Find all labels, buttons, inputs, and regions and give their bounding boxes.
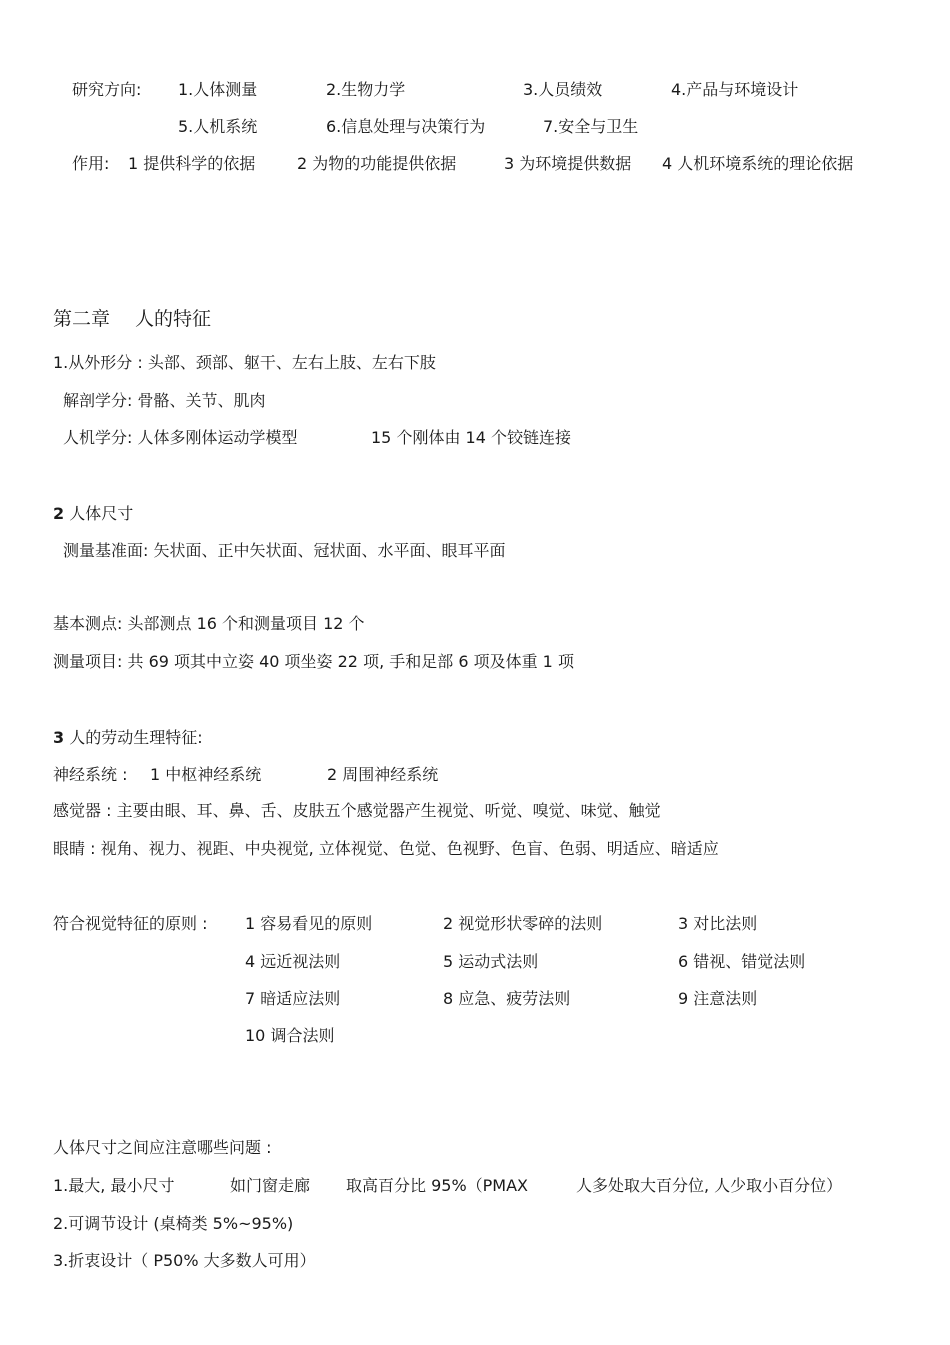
research-label: 研究方向: [72, 80, 142, 99]
principle-6: 6 错视、错觉法则 [678, 952, 806, 971]
principle-3: 3 对比法则 [678, 914, 758, 933]
s2-points: 基本测点: 头部测点 16 个和测量项目 12 个 [53, 614, 365, 633]
principle-1: 1 容易看见的原则 [245, 914, 373, 933]
principle-10: 10 调合法则 [245, 1026, 335, 1045]
research-item-7: 7.安全与卫生 [543, 117, 639, 136]
research-item-5: 5.人机系统 [178, 117, 258, 136]
research-item-1: 1.人体测量 [178, 80, 258, 99]
principles-label: 符合视觉特征的原则 : [53, 914, 208, 933]
principle-7: 7 暗适应法则 [245, 989, 341, 1008]
s2-items: 测量项目: 共 69 项其中立姿 40 项坐姿 22 项, 手和足部 6 项及体重 1 项 [53, 652, 574, 671]
role-label: 作用: [72, 154, 110, 173]
eyes-line: 眼睛 : 视角、视力、视距、中央视觉, 立体视觉、色觉、色视野、色盲、色弱、明适应、暗适应 [53, 839, 719, 858]
issue-1c: 取高百分比 95%（PMAX [346, 1176, 529, 1195]
nerve-item-1: 1 中枢神经系统 [150, 765, 262, 784]
s1-line3: 人机学分: 人体多刚体运动学模型 [63, 428, 298, 447]
s3-heading [53, 730, 203, 746]
s2-plane: 测量基准面: 矢状面、正中矢状面、冠状面、水平面、眼耳平面 [63, 541, 506, 560]
principle-8: 8 应急、疲劳法则 [443, 989, 571, 1008]
s2-title: 人体尺寸 [64, 504, 134, 523]
s2-num: 2 [53, 504, 65, 523]
principle-5: 5 运动式法则 [443, 952, 539, 971]
research-item-2: 2.生物力学 [326, 80, 406, 99]
issues-title: 人体尺寸之间应注意哪些问题 : [53, 1138, 272, 1157]
chapter-title: 第二章 人的特征 [53, 308, 212, 330]
s2-heading [53, 506, 133, 522]
role-item-4: 4 人机环境系统的理论依据 [662, 154, 854, 173]
issue-3: 3.折衷设计（ P50% 大多数人可用） [53, 1251, 316, 1270]
issue-1b: 如门窗走廊 [230, 1176, 311, 1195]
issue-2: 2.可调节设计 (桌椅类 5%~95%) [53, 1214, 294, 1233]
research-item-3: 3.人员绩效 [523, 80, 603, 99]
principle-2: 2 视觉形状零碎的法则 [443, 914, 603, 933]
principle-4: 4 远近视法则 [245, 952, 341, 971]
senses-line: 感觉器 : 主要由眼、耳、鼻、舌、皮肤五个感觉器产生视觉、听觉、嗅觉、味觉、触觉 [53, 801, 661, 820]
issue-1a: 1.最大, 最小尺寸 [53, 1176, 175, 1195]
s3-title: 人的劳动生理特征: [64, 728, 203, 747]
nerve-item-2: 2 周围神经系统 [327, 765, 439, 784]
s1-line2: 解剖学分: 骨骼、关节、肌肉 [63, 391, 266, 410]
s1-line3b: 15 个刚体由 14 个铰链连接 [371, 428, 571, 447]
research-item-6: 6.信息处理与决策行为 [326, 117, 486, 136]
role-item-2: 2 为物的功能提供依据 [297, 154, 457, 173]
s3-num: 3 [53, 728, 65, 747]
role-item-3: 3 为环境提供数据 [504, 154, 632, 173]
role-item-1: 1 提供科学的依据 [128, 154, 256, 173]
issue-1d: 人多处取大百分位, 人少取小百分位） [576, 1176, 843, 1195]
principle-9: 9 注意法则 [678, 989, 758, 1008]
nerve-label: 神经系统 : [53, 765, 128, 784]
research-item-4: 4.产品与环境设计 [671, 80, 799, 99]
s1-line1: 1.从外形分 : 头部、颈部、躯干、左右上肢、左右下肢 [53, 353, 436, 372]
